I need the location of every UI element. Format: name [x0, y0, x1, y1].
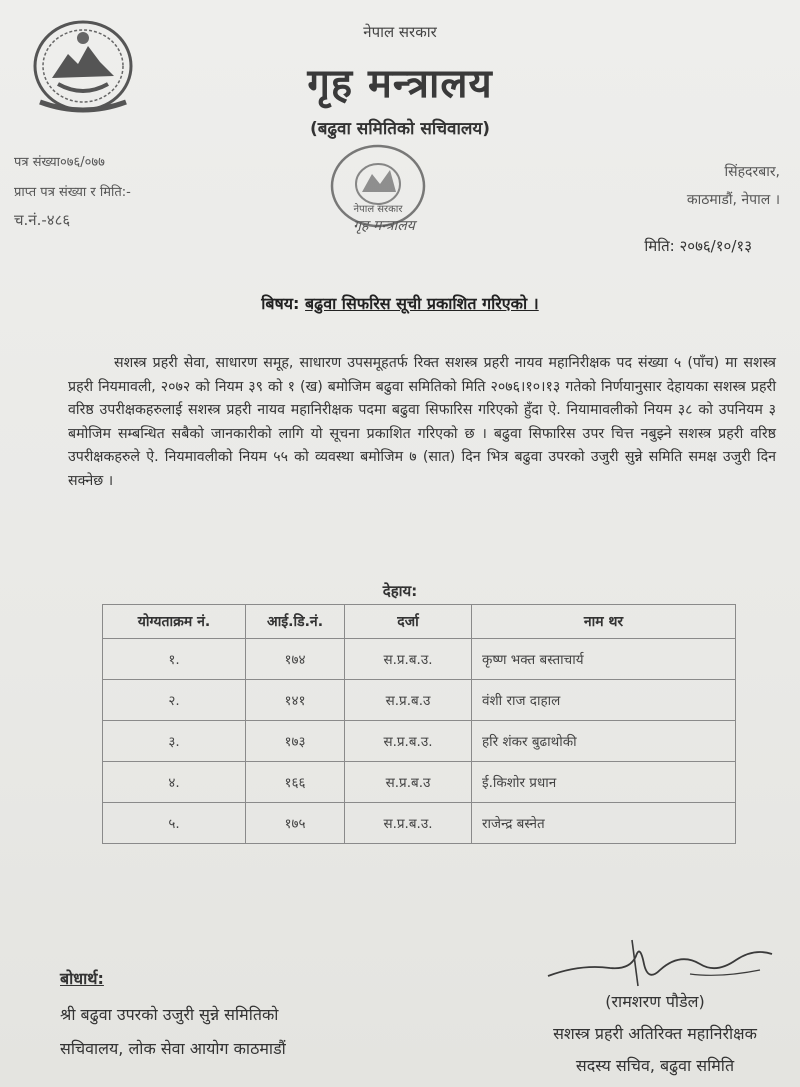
cell-name: कृष्ण भक्त बस्ताचार्य: [472, 639, 736, 680]
cell-title: स.प्र.ब.उ: [345, 680, 472, 721]
table-row: [103, 803, 736, 844]
cell-title: स.प्र.ब.उ: [345, 762, 472, 803]
office-location: सिंहदरबार,: [724, 164, 780, 180]
table-row: [103, 639, 736, 680]
header-rank-title: दर्जा: [345, 605, 472, 639]
cell-name: ई.किशोर प्रधान: [472, 762, 736, 803]
dispatch-number: च.नं.-४८६: [14, 211, 71, 229]
cell-rank: ५.: [103, 803, 246, 844]
notice-paragraph: सशस्त्र प्रहरी सेवा, साधारण समूह, साधारण उपसमूहतर्फ रिक्त सशस्त्र प्रहरी नायव महानिरीक्षक पद संख्या ५ (पाँच) मा सशस्त्र प्रहरी नियमावली, २०७२ को नियम ३९ को १ (ख) बमोजिम बढुवा समितिको मिति २०७६।१०।१३ गतेको निर्णयानुसार देहायका सशस्त्र प्रहरी वरिष्ठ उपरीक्षकहरुलाई सशस्त्र प्रहरी नायव महानिरीक्षक पदमा बढुवा सिफारिस गरिएको हुँदा ऐ. नियामावलीको नियम ३८ को उपनियम ३ बमोजिम सम्बन्धित सबैको जानकारीको लागि यो सूचना प्रकाशित गरिएको छ । बढुवा सिफारिस उपर चित्त नबुझ्ने सशस्त्र प्रहरी वरिष्ठ उपरीक्षकहरुले ऐ. नियमावलीको नियम ५५ को व्यवस्था बमोजिम ७ (सात) दिन भित्र बढुवा उपरको उजुरी सुन्ने समिति समक्ष उजुरी दिन सक्नेछ ।: [68, 355, 776, 489]
subject-text: बढुवा सिफरिस सूची प्रकाशित गरिएको ।: [305, 294, 539, 313]
subject-line: [0, 292, 800, 314]
cell-name: वंशी राज दाहाल: [472, 680, 736, 721]
cell-id: १४१: [246, 680, 345, 721]
cell-rank: ३.: [103, 721, 246, 762]
cell-title: स.प्र.ब.उ.: [345, 721, 472, 762]
cell-rank: ४.: [103, 762, 246, 803]
letter-number: पत्र संख्या०७६/०७७: [14, 155, 105, 170]
cell-rank: २.: [103, 680, 246, 721]
header-rank: योग्यताक्रम नं.: [103, 605, 246, 639]
stamp-text-bottom: गृह मन्त्रालय: [353, 218, 415, 234]
cell-id: १७४: [246, 639, 345, 680]
header-id: आई.डि.नं.: [246, 605, 345, 639]
subject-label: बिषय:: [261, 294, 300, 313]
received-letter-label: प्राप्त पत्र संख्या र मिति:-: [14, 185, 131, 200]
cell-name: हरि शंकर बुढाथोकी: [472, 721, 736, 762]
notice-body: [68, 352, 776, 494]
office-stamp-icon: [318, 138, 440, 238]
table-header-row: [103, 605, 736, 639]
table-row: [103, 721, 736, 762]
cell-title: स.प्र.ब.उ.: [345, 803, 472, 844]
cell-rank: १.: [103, 639, 246, 680]
cell-name: राजेन्द्र बस्नेत: [472, 803, 736, 844]
header-name: नाम थर: [472, 605, 736, 639]
signatory-name: (रामशरण पौडेल): [605, 992, 705, 1011]
signatory-designation: सशस्त्र प्रहरी अतिरिक्त महानिरीक्षक: [553, 1024, 757, 1043]
cc-title: बोधार्थ:: [60, 969, 104, 988]
letter-date: मिति: २०७६/१०/१३: [644, 237, 752, 255]
cell-id: १६६: [246, 762, 345, 803]
table-row: [103, 762, 736, 803]
cell-title: स.प्र.ब.उ.: [345, 639, 472, 680]
stamp-text-top: नेपाल सरकार: [353, 204, 403, 215]
signatory-role: सदस्य सचिव, बढुवा समिति: [575, 1056, 735, 1075]
committee-subtitle: (बढुवा समितिको सचिवालय): [309, 119, 491, 139]
ministry-title: गृह मन्त्रालय: [307, 61, 493, 107]
cc-line-2: सचिवालय, लोक सेवा आयोग काठमाडौं: [60, 1039, 286, 1058]
government-label: नेपाल सरकार: [363, 23, 437, 41]
annex-title: देहाय:: [382, 582, 418, 600]
cc-line-1: श्री बढुवा उपरको उजुरी सुन्ने समितिको: [60, 1005, 279, 1024]
cell-id: १७३: [246, 721, 345, 762]
cell-id: १७५: [246, 803, 345, 844]
office-city: काठमाडौं, नेपाल ।: [686, 192, 780, 208]
signature-icon: [540, 934, 780, 994]
table-row: [103, 680, 736, 721]
promotion-list-table: [102, 604, 736, 844]
